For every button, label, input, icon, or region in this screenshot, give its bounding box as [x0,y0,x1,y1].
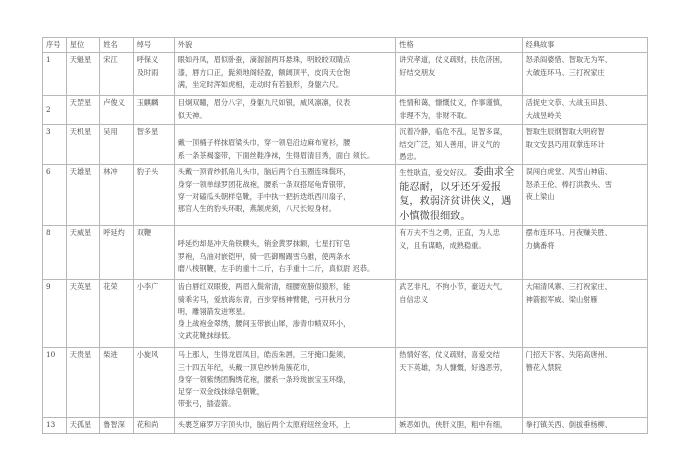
header-name: 姓名 [100,38,133,53]
cell-name: 柴进 [100,348,133,418]
table-row [43,53,648,96]
header-personality: 性格 [396,38,522,53]
cell-no: 6 [43,165,67,226]
cell-appearance: 头裹芝麻罗万字顶头巾，脑后两个太原府纽丝金环，上 [174,418,395,433]
cell-no: 8 [43,226,67,280]
cell-story: 智取生辰纲智取大明府智 取文安县巧用双掌连环计 [522,125,647,165]
cell-star: 天魁星 [66,53,99,96]
cell-personality: 生性耿直，爱交好汉。 委曲求全能忍耐，以牙还牙爱报复，救弱济贫讲侠义，遇小慎微很细致。 [396,165,522,226]
cell-name: 鲁智深 [100,418,133,433]
cell-name: 卢俊义 [100,96,133,125]
cell-personality: 热情好客，仗义疏财，喜爱交结 天下英雄，为人慷慨，好逸恶劳， [396,348,522,418]
header-star: 星位 [66,38,99,53]
cell-star: 天威星 [66,226,99,280]
header-nickname: 绰号 [133,38,174,53]
cell-story: 误闯白虎堂、风雪山神庙、 怒杀王伦、棒打洪教头、雪 夜上梁山 [522,165,647,226]
header-no: 序号 [43,38,67,53]
cell-appearance: 戴一顶桶子样抹眉梁头巾，穿一领皂沿边麻布宽衫，腰 系一条茶褐銮带，下面丝鞋净袜，生得眉清目秀，面白 须长。 [174,125,395,165]
cell-story: 活捉史文恭、大战玉田县、 大战昱岭关 [522,96,647,125]
cell-nickname: 智多星 [133,125,174,165]
cell-no: 2 [43,96,67,125]
cell-no: 9 [43,280,67,348]
cell-nickname: 双鞭 [133,226,174,280]
cell-no: 3 [43,125,67,165]
cell-personality: 性情和蔼，慷慨仗义，作事谨慎， 非理不为，非财不取。 [396,96,522,125]
cell-nickname: 玉麒麟 [133,96,174,125]
cell-appearance: 目炯双瞳，眉分八字，身躯九尺如银，威风凛凛，仪表 似天神。 [174,96,395,125]
cell-name: 吴用 [100,125,133,165]
cell-appearance: 眼如丹凤，眉似卧蚕，滴溜溜两耳悬珠，明皎皎双睛点 漆，唇方口正，髭须地阁轻盈，额阔顶平，皮肉天仓饱 满，坐定时浑如虎相，走动时有若狼形，身躯六尺。 [174,53,395,96]
cell-personality: 嫉恶如仇，侠肝义胆，粗中有细， [396,418,522,433]
cell-personality: 武艺非凡，不拘小节，豪迈大气， 自信忠义 [396,280,522,348]
cell-story: 摆布连环马、月夜赚关胜、 力擒番将 [522,226,647,280]
cell-appearance: 齿白唇红双眼俊，两眉入鬓常清，细腰宽膀似猿形，能 骑乖劣马，爱放海东青，百步穿杨神臂健，弓开秋月分 明，雕翎箭发迸寒星。 身上战袍金翠绣，腰间玉带嵌山犀，渗青巾帻双环小， 文武花靴抹绿低。 [174,280,395,348]
cell-story: 怒杀阎婆惜、智取无为军、 大破连环马、三打祝家庄 [522,53,647,96]
cell-personality: 有万夫不当之勇，正直，为人忠 义，且有谋略，成熟稳重。 [396,226,522,280]
cell-no: 13 [43,418,67,433]
cell-name: 花荣 [100,280,133,348]
cell-story: 拳打镇关西、倒拔垂杨柳、 [522,418,647,433]
table-row [43,125,648,165]
cell-name: 林冲 [100,165,133,226]
cell-no: 10 [43,348,67,418]
cell-personality: 讲究孝道，仗义疏财，扶危济困， 好结交朋友 [396,53,522,96]
table-header-row [43,38,648,53]
table-row [43,280,648,348]
cell-no: 1 [43,53,67,96]
cell-star: 天英星 [66,280,99,348]
cell-nickname: 小李广 [133,280,174,348]
table-row [43,96,648,125]
cell-star: 天贵星 [66,348,99,418]
cell-appearance: 呼延灼却是冲天角铁幞头，销金黄罗抹额，七星打钉皂 罗袍，乌油对嵌铠甲，骑一匹御赐踢雪乌骓，使两条水 磨八棱钢鞭，左手的重十二斤，右手重十二斤，真似尉 迟恭。 [174,226,395,280]
cell-nickname: 豹子头 [133,165,174,226]
table-row [43,165,648,226]
table-row [43,348,648,418]
cell-nickname: 呼保义 及时雨 [133,53,174,96]
cell-star: 天罡星 [66,96,99,125]
table-row [43,418,648,433]
cell-story: 门招天下客、失陷高唐州、 簪花入禁院 [522,348,647,418]
cell-name: 宋江 [100,53,133,96]
header-story: 经典故事 [522,38,647,53]
table-row [43,226,648,280]
hero-table [42,37,648,434]
cell-personality: 沉着冷静，临危不乱，足智多谋， 结交广泛，知人善用，讲义气的 愚忠。 [396,125,522,165]
cell-star: 天雄星 [66,165,99,226]
cell-story: 大闹清风寨、三打祝家庄、 神箭振军威、梁山射雁 [522,280,647,348]
cell-star: 天机星 [66,125,99,165]
cell-appearance: 头戴一顶青纱抓角儿头巾，脑后两个白玉圈连珠鬓环， 身穿一领单绿罗团花战袍，腰系一条双搭尾龟背银带， 穿一对磕瓜头朝样皂靴，手中执一把折迭纸西川扇子， 那官人生的豹头环眼，燕颔虎须，八尺长短身材。 [174,165,395,226]
cell-nickname: 花和尚 [133,418,174,433]
cell-nickname: 小旋风 [133,348,174,418]
cell-name: 呼延灼 [100,226,133,280]
cell-star: 天孤星 [66,418,99,433]
cell-appearance: 马上那人，生得龙眉凤目，皓齿朱唇，三牙掩口髭须， 三十四五年纪，头戴一顶皂纱转角簇花巾， 身穿一领紫绣团胸绣花袍，腰系一条玲珑嵌宝玉环绦， 足穿一双金线抹绿皂朝靴， 带张弓，插壶箭。 [174,348,395,418]
header-appearance: 外貌 [174,38,395,53]
